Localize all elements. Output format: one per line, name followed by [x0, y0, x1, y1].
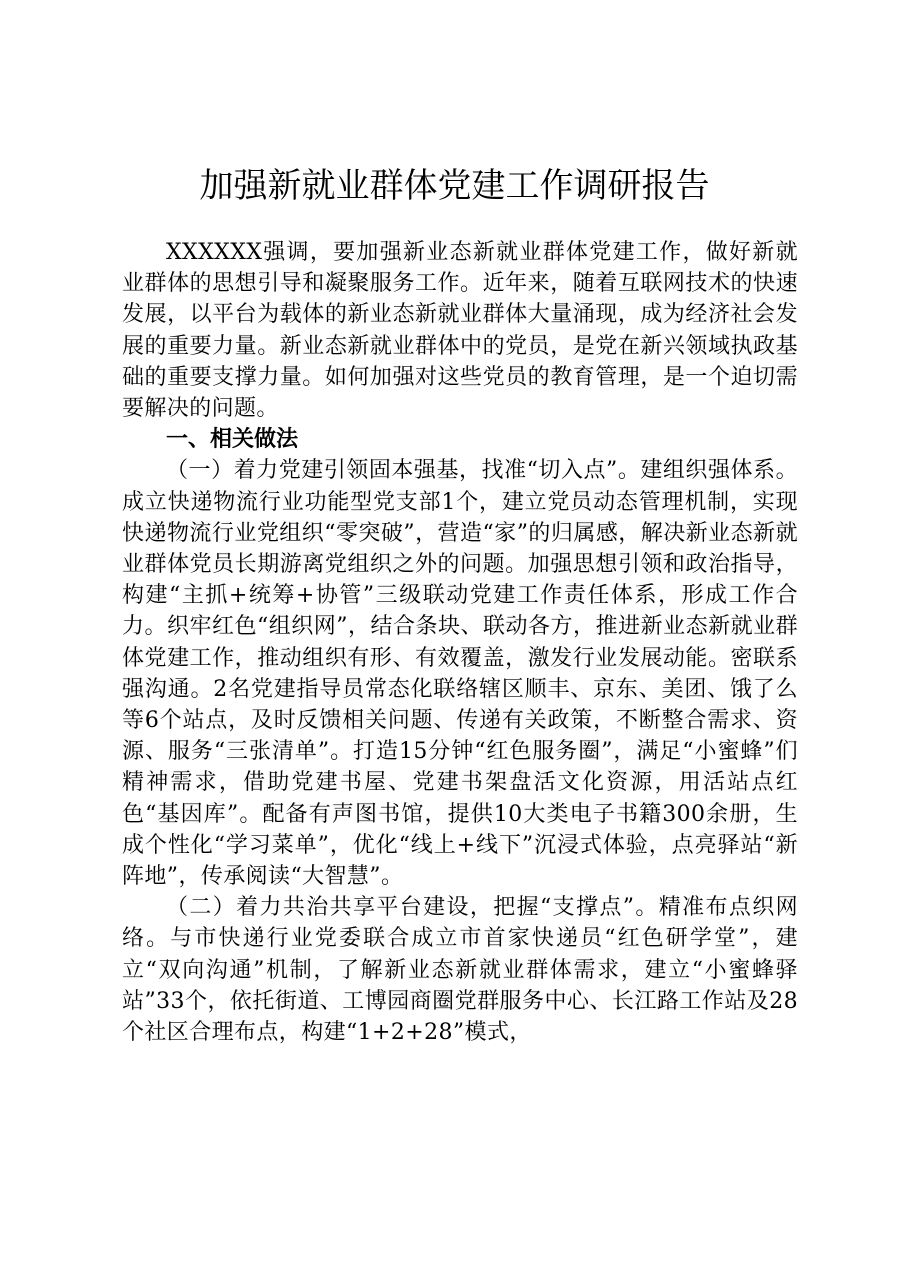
document-body [122, 237, 798, 1048]
section-heading: 一、相关做法 [166, 427, 299, 453]
section-paragraph-1: （一）着力党建引领固本强基，找准“切入点”。建组织强体系。成立快递物流行业功能型党支部1个，建立党员动态管理机制，实现快递物流行业党组织“零突破”，营造“家”的归属感，解决新业态新就业群体党员长期游离党组织之外的问题。加强思想引领和政治指导，构建“主抓+统筹+协管”三级联动党建工作责任体系，形成工作合力。织牢红色“组织网”，结合条块、联动各方，推进新业态新就业群体党建工作，推动组织有形、有效覆盖，激发行业发展动能。密联系强沟通。2名党建指导员常态化联络辖区顺丰、京东、美团、饿了么等6个站点，及时反馈相关问题、传递有关政策，不断整合需求、资源、服务“三张清单”。打造15分钟“红色服务圈”，满足“小蜜蜂”们精神需求，借助党建书屋、党建书架盘活文化资源，用活站点红色“基因库”。配备有声图书馆，提供10大类电子书籍300余册，生成个性化“学习菜单”，优化“线上+线下”沉浸式体验，点亮驿站“新阵地”，传承阅读“大智慧”。 [122, 458, 798, 890]
intro-paragraph: XXXXXX强调，要加强新业态新就业群体党建工作，做好新就业群体的思想引导和凝聚服务工作。近年来，随着互联网技术的快速发展，以平台为载体的新业态新就业群体大量涌现，成为经济社会发展的重要力量。新业态新就业群体中的党员，是党在新兴领域执政基础的重要支撑力量。如何加强对这些党员的教育管理，是一个迫切需要解决的问题。 [122, 240, 798, 422]
section-paragraph-2: （二）着力共治共享平台建设，把握“支撑点”。精准布点织网络。与市快递行业党委联合成立市首家快递员“红色研学堂”，建立“双向沟通”机制，了解新业态新就业群体需求，建立“小蜜蜂驿站”33个，依托街道、工博园商圈党群服务中心、长江路工作站及28个社区合理布点，构建“1+2+28”模式， [122, 895, 798, 1046]
document-title: 加强新就业群体党建工作调研报告 [199, 166, 710, 206]
